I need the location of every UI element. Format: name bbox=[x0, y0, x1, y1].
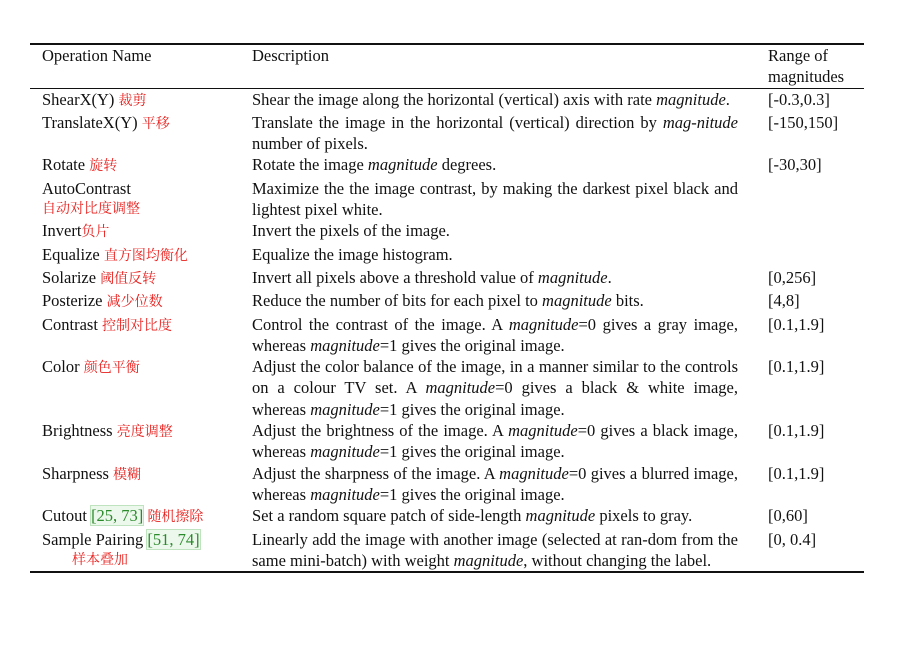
operation-name-cell bbox=[30, 154, 252, 177]
range-cell: [-30,30] bbox=[768, 155, 822, 175]
operation-name-cell bbox=[30, 178, 252, 221]
range-cell: [0.1,1.9] bbox=[768, 314, 825, 334]
description-cell: Adjust the color balance of the image, in a manner similar to the controls on a colour TV set. A magnitude=0 gives a black & white image, whereas magnitude=1 gives the original image. bbox=[252, 357, 738, 419]
table-header-row bbox=[30, 44, 864, 88]
magnitude-term: magnitude bbox=[310, 335, 380, 355]
description-cell: Rotate the image magnitude degrees. bbox=[252, 155, 497, 175]
magnitude-term: magnitude bbox=[508, 421, 578, 441]
description-cell: Invert all pixels above a threshold value of magnitude. bbox=[252, 267, 612, 287]
operation-name-cell bbox=[30, 112, 252, 155]
chinese-annotation: 阈值反转 bbox=[100, 270, 157, 287]
augmentation-operations-table bbox=[30, 43, 864, 573]
range-cell bbox=[746, 178, 864, 221]
chinese-annotation: 模糊 bbox=[113, 466, 142, 483]
table-row bbox=[30, 267, 864, 290]
range-cell: [-150,150] bbox=[768, 112, 839, 132]
operation-name-cell bbox=[30, 220, 252, 243]
range-cell: [0,256] bbox=[768, 267, 817, 287]
magnitude-term: magnitude bbox=[537, 267, 608, 287]
magnitude-term: magnitude bbox=[453, 550, 524, 570]
range-cell: [4,8] bbox=[768, 291, 800, 311]
header-range-line2: magnitudes bbox=[768, 67, 845, 87]
operation-name: Sharpness bbox=[42, 463, 109, 483]
operation-name-cell bbox=[30, 88, 252, 112]
operation-name: Cutout bbox=[42, 506, 87, 526]
magnitude-term: magnitude bbox=[508, 314, 579, 334]
table-row bbox=[30, 314, 864, 357]
citation-link[interactable]: [51, 74] bbox=[147, 529, 200, 549]
magnitude-term: magnitude bbox=[499, 463, 569, 483]
table-row bbox=[30, 505, 864, 528]
chinese-annotation: 颜色平衡 bbox=[83, 360, 140, 377]
operation-name: AutoContrast bbox=[42, 178, 131, 198]
magnitude-term: magnitude bbox=[542, 291, 612, 311]
range-cell: [0.1,1.9] bbox=[768, 463, 825, 483]
operation-name-cell bbox=[30, 244, 252, 267]
chinese-annotation: 亮度调整 bbox=[116, 424, 173, 441]
range-cell: [0,60] bbox=[768, 506, 808, 526]
magnitude-term: magnitude bbox=[310, 484, 380, 504]
magnitude-term: magnitude bbox=[656, 89, 726, 109]
description-cell: Invert the pixels of the image. bbox=[252, 221, 450, 241]
table-row bbox=[30, 463, 864, 506]
table-row bbox=[30, 154, 864, 177]
description-cell: Reduce the number of bits for each pixel to magnitude bits. bbox=[252, 291, 644, 311]
operation-name: Brightness bbox=[42, 421, 113, 441]
chinese-annotation: 减少位数 bbox=[106, 294, 163, 311]
operation-name-cell bbox=[30, 290, 252, 313]
magnitude-term: magnitude bbox=[310, 442, 380, 462]
operation-name-cell bbox=[30, 267, 252, 290]
operation-name: Solarize bbox=[42, 267, 97, 287]
table-row bbox=[30, 529, 864, 573]
operation-name: Sample Pairing bbox=[42, 529, 144, 549]
chinese-annotation: 控制对比度 bbox=[102, 317, 173, 334]
operation-name: TranslateX(Y) bbox=[42, 112, 138, 132]
range-cell: [0, 0.4] bbox=[768, 529, 817, 549]
magnitude-term: magnitude bbox=[310, 399, 380, 419]
operation-name-cell bbox=[30, 356, 252, 420]
description-cell: Translate the image in the horizontal (vertical) direction by mag-nitude number of pixels. bbox=[252, 112, 738, 154]
description-cell: Adjust the brightness of the image. A magnitude=0 gives a black image, whereas magnitude=1 gives the original image. bbox=[252, 421, 738, 462]
magnitude-term: magnitude bbox=[367, 155, 438, 175]
description-cell: Equalize the image histogram. bbox=[252, 244, 453, 264]
description-cell: Control the contrast of the image. A magnitude=0 gives a gray image, whereas magnitude=1 gives the original image. bbox=[252, 314, 739, 355]
table-row bbox=[30, 178, 864, 221]
header-operation-name: Operation Name bbox=[42, 46, 152, 65]
chinese-annotation: 裁剪 bbox=[118, 92, 147, 109]
operation-name-cell bbox=[30, 314, 252, 357]
operation-name: Rotate bbox=[42, 155, 86, 175]
table-row bbox=[30, 220, 864, 243]
operation-name: Contrast bbox=[42, 314, 98, 334]
description-cell: Shear the image along the horizontal (vertical) axis with rate magnitude. bbox=[252, 89, 730, 109]
operation-name: Color bbox=[42, 357, 80, 377]
header-range bbox=[746, 44, 864, 88]
description-cell: Linearly add the image with another image (selected at ran-dom from the same mini-batch) with weight magnitude, without changing the label. bbox=[252, 529, 738, 570]
table-row bbox=[30, 290, 864, 313]
table-row bbox=[30, 420, 864, 463]
chinese-annotation: 平移 bbox=[141, 115, 170, 132]
description-cell: Adjust the sharpness of the image. A magnitude=0 gives a blurred image, whereas magnitude=1 gives the original image. bbox=[252, 463, 738, 504]
magnitude-term: mag-nitude bbox=[662, 112, 738, 132]
description-cell: Set a random square patch of side-length magnitude pixels to gray. bbox=[252, 506, 693, 526]
table-row bbox=[30, 112, 864, 155]
operation-name-cell bbox=[30, 529, 252, 573]
citation-link[interactable]: [25, 73] bbox=[91, 506, 144, 526]
table-row bbox=[30, 244, 864, 267]
chinese-annotation: 旋转 bbox=[89, 158, 118, 175]
range-cell: [-0.3,0.3] bbox=[768, 89, 830, 109]
table-row bbox=[30, 88, 864, 112]
range-cell: [0.1,1.9] bbox=[768, 357, 825, 377]
chinese-annotation: 负片 bbox=[81, 224, 110, 241]
magnitude-term: magnitude bbox=[425, 378, 496, 398]
header-range-line1: Range of bbox=[768, 46, 829, 65]
range-cell: [0.1,1.9] bbox=[768, 421, 825, 441]
range-cell bbox=[746, 244, 864, 267]
magnitude-term: magnitude bbox=[525, 506, 596, 526]
chinese-annotation: 直方图均衡化 bbox=[103, 247, 188, 264]
chinese-annotation: 自动对比度调整 bbox=[42, 201, 140, 218]
operation-name-cell bbox=[30, 420, 252, 463]
range-cell bbox=[746, 220, 864, 243]
operation-name: Posterize bbox=[42, 291, 103, 311]
operation-name-cell bbox=[30, 463, 252, 506]
header-description: Description bbox=[252, 46, 329, 65]
operation-name: Equalize bbox=[42, 244, 100, 264]
operation-name: ShearX(Y) bbox=[42, 89, 115, 109]
chinese-annotation: 随机擦除 bbox=[147, 509, 204, 526]
table-row bbox=[30, 356, 864, 420]
description-cell: Maximize the the image contrast, by making the darkest pixel black and lightest pixel white. bbox=[252, 178, 738, 220]
operation-name-cell bbox=[30, 505, 252, 528]
chinese-annotation: 样本叠加 bbox=[72, 551, 128, 568]
operation-name: Invert bbox=[42, 221, 82, 241]
